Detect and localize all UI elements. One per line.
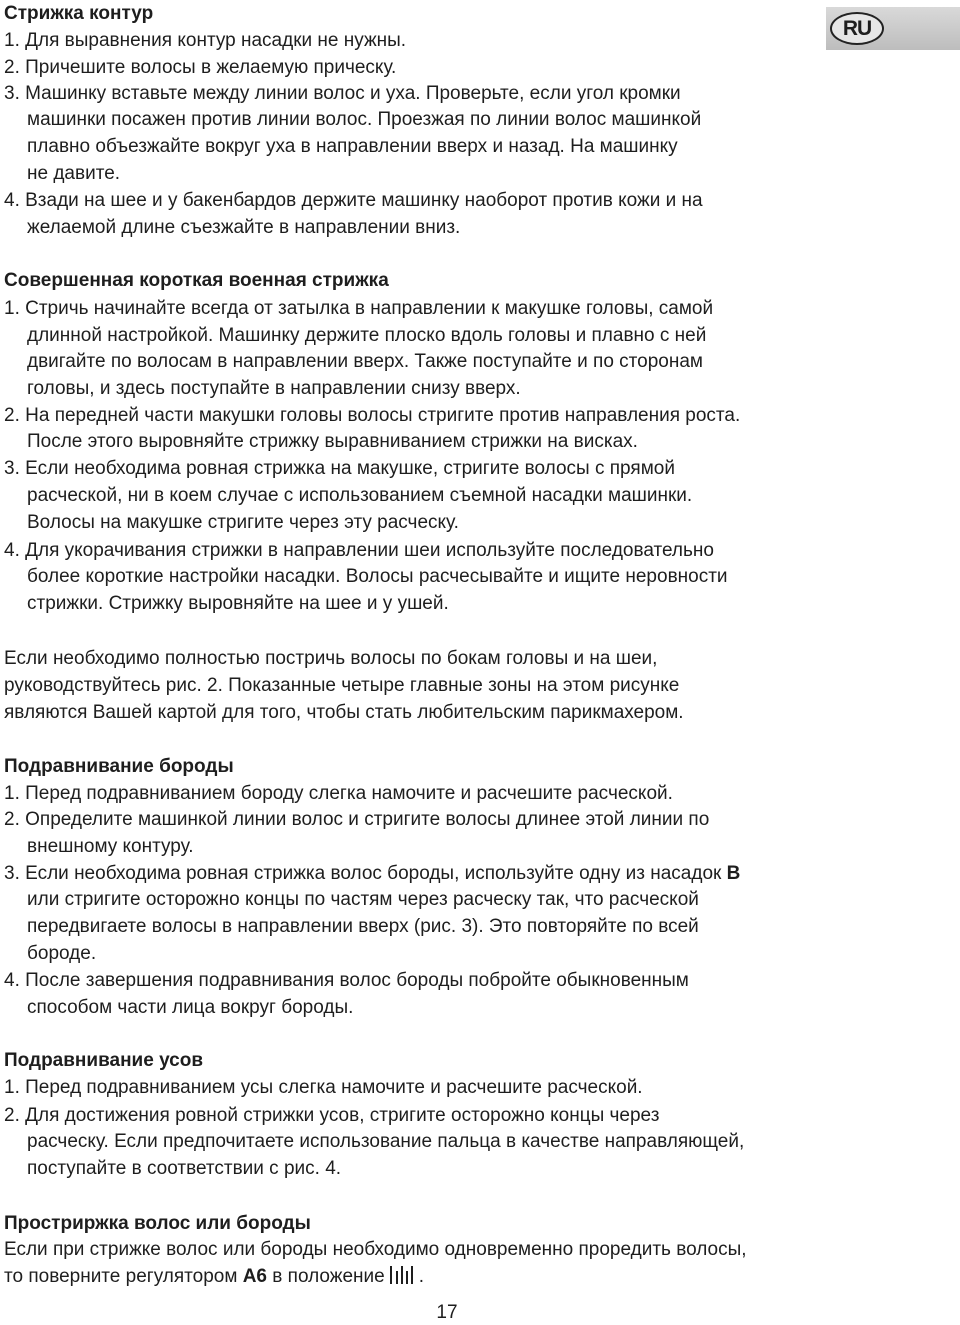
- section-title-mustache: Подравнивание усов: [4, 1050, 204, 1071]
- military-line: двигайте по волосам в направлении вверх. Также поступайте и по сторонам: [27, 351, 703, 372]
- military-line: Волосы на макушке стригите через эту расческу.: [27, 512, 459, 533]
- contour-line: не давите.: [27, 163, 121, 184]
- military-line: 4. Для укорачивания стрижки в направлении шеи используйте последовательно: [4, 540, 714, 561]
- mustache-line: поступайте в соответствии с рис. 4.: [27, 1158, 342, 1179]
- beard-line: способом части лица вокруг бороды.: [27, 997, 354, 1018]
- contour-line: плавно объезжайте вокруг уха в направлении вверх и назад. На машинку: [27, 136, 678, 157]
- thinning-position-icon: [389, 1265, 419, 1285]
- beard-line: передвигаете волосы в направлении вверх (рис. 3). Это повторяйте по всей: [27, 916, 699, 937]
- section-title-thinning: Простриржка волос или бороды: [4, 1213, 311, 1234]
- contour-line: 1. Для выравнения контур насадки не нужны.: [4, 30, 407, 51]
- military-line: стрижки. Стрижку выровняйте на шее и у ушей.: [27, 593, 449, 614]
- contour-line: желаемой длине съезжайте в направлении вниз.: [27, 217, 461, 238]
- beard-line-text: 3. Если необходима ровная стрижка волос бороды, используйте одну из насадок: [4, 863, 722, 884]
- attachment-ref: B: [726, 863, 741, 884]
- section-title-military: Совершенная короткая военная стрижка: [4, 270, 389, 291]
- military-line: 2. На передней части макушки головы волосы стригите против направления роста.: [4, 405, 741, 426]
- military-line: 3. Если необходима ровная стрижка на макушке, стригите волосы с прямой: [4, 458, 675, 479]
- thinning-line-end: .: [418, 1266, 424, 1287]
- thinning-line-text: то поверните регулятором: [4, 1266, 238, 1287]
- general-line: руководствуйтесь рис. 2. Показанные четыре главные зоны на этом рисунке: [4, 675, 680, 696]
- mustache-line: 1. Перед подравниванием усы слегка намочите и расчешите расческой.: [4, 1077, 643, 1098]
- beard-line: 4. После завершения подравнивания волос бороды побройте обыкновенным: [4, 970, 689, 991]
- military-line: 1. Стричь начинайте всегда от затылка в направлении к макушке головы, самой: [4, 298, 714, 319]
- beard-line-with-ref: [4, 860, 740, 887]
- contour-line: 4. Взади на шее и у бакенбардов держите машинку наоборот против кожи и на: [4, 190, 703, 211]
- language-code: RU: [830, 12, 884, 45]
- mustache-line: 2. Для достижения ровной стрижки усов, стригите осторожно концы через: [4, 1105, 660, 1126]
- page-number: 17: [436, 1302, 458, 1323]
- general-line: являются Вашей картой для того, чтобы стать любительским парикмахером.: [4, 702, 684, 723]
- section-title-contour: Стрижка контур: [4, 3, 154, 24]
- military-line: расческой, ни в коем случае с использованием съемной насадки машинки.: [27, 485, 693, 506]
- contour-line: машинки посажен против линии волос. Проезжая по линии волос машинкой: [27, 109, 702, 130]
- military-line: длинной настройкой. Машинку держите плоско вдоль головы и плавно с ней: [27, 325, 707, 346]
- beard-line: 1. Перед подравниванием бороду слегка намочите и расчешите расческой.: [4, 783, 673, 804]
- thinning-line: Если при стрижке волос или бороды необходимо одновременно проредить волосы,: [4, 1239, 747, 1260]
- military-line: более короткие настройки насадки. Волосы расчесывайте и ищите неровности: [27, 566, 728, 587]
- mustache-line: расческу. Если предпочитаете использование пальца в качестве направляющей,: [27, 1131, 745, 1152]
- contour-line: 3. Машинку вставьте между линии волос и уха. Проверьте, если угол кромки: [4, 83, 681, 104]
- language-badge: [826, 7, 960, 50]
- military-line: После этого выровняйте стрижку выравниванием стрижки на висках.: [27, 431, 638, 452]
- contour-line: 2. Причешите волосы в желаемую прическу.: [4, 57, 397, 78]
- beard-line: или стригите осторожно концы по частям через расческу так, что расческой: [27, 889, 699, 910]
- military-line: головы, и здесь поступайте в направлении снизу вверх.: [27, 378, 521, 399]
- beard-line: бороде.: [27, 943, 97, 964]
- control-ref: A6: [242, 1266, 267, 1287]
- beard-line: внешному контуру.: [27, 836, 194, 857]
- thinning-line-with-ref: [4, 1263, 424, 1290]
- section-title-beard: Подравнивание бороды: [4, 756, 234, 777]
- thinning-line-text: в положение: [272, 1266, 385, 1287]
- general-line: Если необходимо полностью постричь волосы по бокам головы и на шеи,: [4, 648, 658, 669]
- beard-line: 2. Определите машинкой линии волос и стригите волосы длинее этой линии по: [4, 809, 710, 830]
